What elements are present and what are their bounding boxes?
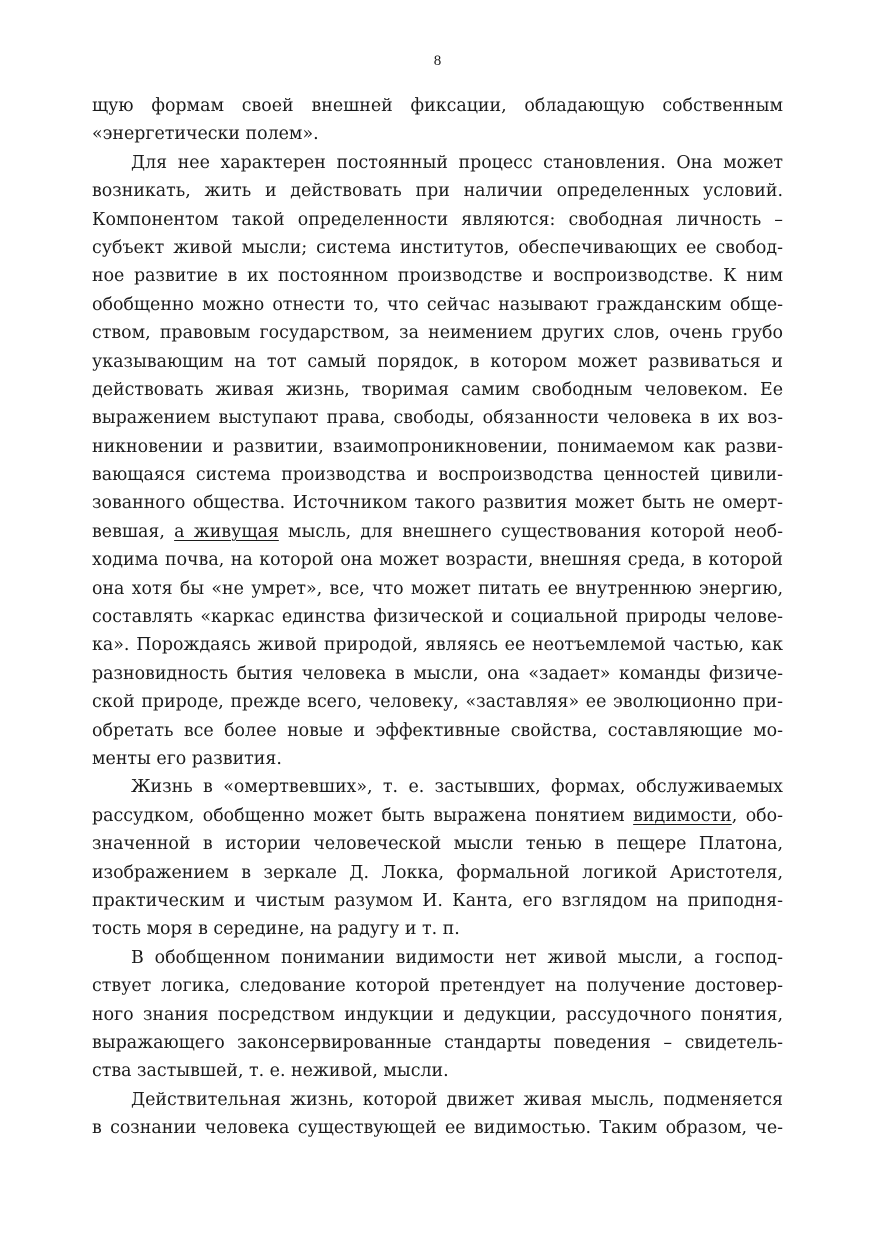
page-number: 8 xyxy=(433,53,442,69)
text-line: зованного общества. Источником такого развития может быть не омерт- xyxy=(92,493,783,514)
text-line: обретать все более новые и эффективные свойства, составляющие мо- xyxy=(92,720,783,741)
text-line: выражением выступают права, свободы, обязанности человека в их воз- xyxy=(92,408,783,429)
text-line: ством, правовым государством, за неимением других слов, очень грубо xyxy=(92,323,783,344)
text-segment: , обо- xyxy=(731,805,783,826)
text-line: никновении и развитии, взаимопроникновении, понимаемом как разви- xyxy=(92,436,783,457)
text-line: ствует логика, следование которой претендует на получение достовер- xyxy=(92,976,783,997)
text-line: ства застывшей, т. е. неживой, мысли. xyxy=(92,1061,449,1082)
paragraph-first-line: Жизнь в «омертвевших», т. е. застывших, формах, обслуживаемых xyxy=(131,777,783,798)
text-line: ка». Порождаясь живой природой, являясь ее неотъемлемой частью, как xyxy=(92,635,783,656)
text-line: обобщенно можно отнести то, что сейчас называют гражданским обще- xyxy=(92,294,783,315)
underlined-phrase: видимости xyxy=(633,805,732,826)
text-line: выражающего законсервированные стандарты поведения – свидетель- xyxy=(92,1032,783,1053)
text-line: в сознании человека существующей ее видимостью. Таким образом, че- xyxy=(92,1118,783,1139)
text-line xyxy=(92,802,783,830)
text-line: субъект живой мысли; система институтов, обеспечивающих ее свобод- xyxy=(92,237,783,258)
text-segment: вевшая, xyxy=(92,521,175,542)
text-line: ного знания посредством индукции и дедукции, рассудочного понятия, xyxy=(92,1004,783,1025)
text-line: ской природе, прежде всего, человеку, «заставляя» ее эволюционно при- xyxy=(92,692,783,713)
paragraph-first-line: В обобщенном понимании видимости нет живой мысли, а господ- xyxy=(131,947,783,968)
text-line: «энергетически полем». xyxy=(92,124,319,145)
text-line: изображением в зеркале Д. Локка, формальной логикой Аристотеля, xyxy=(92,862,783,883)
text-line: ходима почва, на которой она может возрасти, внешняя среда, в которой xyxy=(92,550,783,571)
text-line: практическим и чистым разумом И. Канта, его взглядом на приподня- xyxy=(92,890,783,911)
text-segment: мысль, для внешнего существования которой необ- xyxy=(278,521,783,542)
text-segment: рассудком, обобщенно может быть выражена понятием xyxy=(92,805,634,826)
text-line: менты его развития. xyxy=(92,748,282,769)
body-text xyxy=(92,92,783,1142)
text-line: ное развитие в их постоянном производстве и воспроизводстве. К ним xyxy=(92,266,783,287)
text-line: Компонентом такой определенности являются: свободная личность – xyxy=(92,209,783,230)
paragraph-first-line: Действительная жизнь, которой движет живая мысль, подменяется xyxy=(131,1089,783,1110)
text-line xyxy=(92,518,783,546)
text-line: она хотя бы «не умрет», все, что может питать ее внутреннюю энергию, xyxy=(92,578,783,599)
text-line: указывающим на тот самый порядок, в котором может развиваться и xyxy=(92,351,783,372)
text-line: щую формам своей внешней фиксации, обладающую собственным xyxy=(92,96,783,116)
paragraph-first-line: Для нее характерен постоянный процесс становления. Она может xyxy=(131,152,783,173)
text-line: вающаяся система производства и воспроизводства ценностей цивили- xyxy=(92,465,783,486)
text-line: тость моря в середине, на радугу и т. п. xyxy=(92,919,460,940)
text-line: действовать живая жизнь, творимая самим свободным человеком. Ее xyxy=(92,379,783,400)
underlined-phrase: а живущая xyxy=(174,521,279,542)
text-line: составлять «каркас единства физической и социальной природы челове- xyxy=(92,607,783,628)
text-line: значенной в истории человеческой мысли тенью в пещере Платона, xyxy=(92,834,783,855)
text-line: разновидность бытия человека в мысли, она «задает» команды физиче- xyxy=(92,663,783,684)
text-line: возникать, жить и действовать при наличии определенных условий. xyxy=(92,181,783,202)
